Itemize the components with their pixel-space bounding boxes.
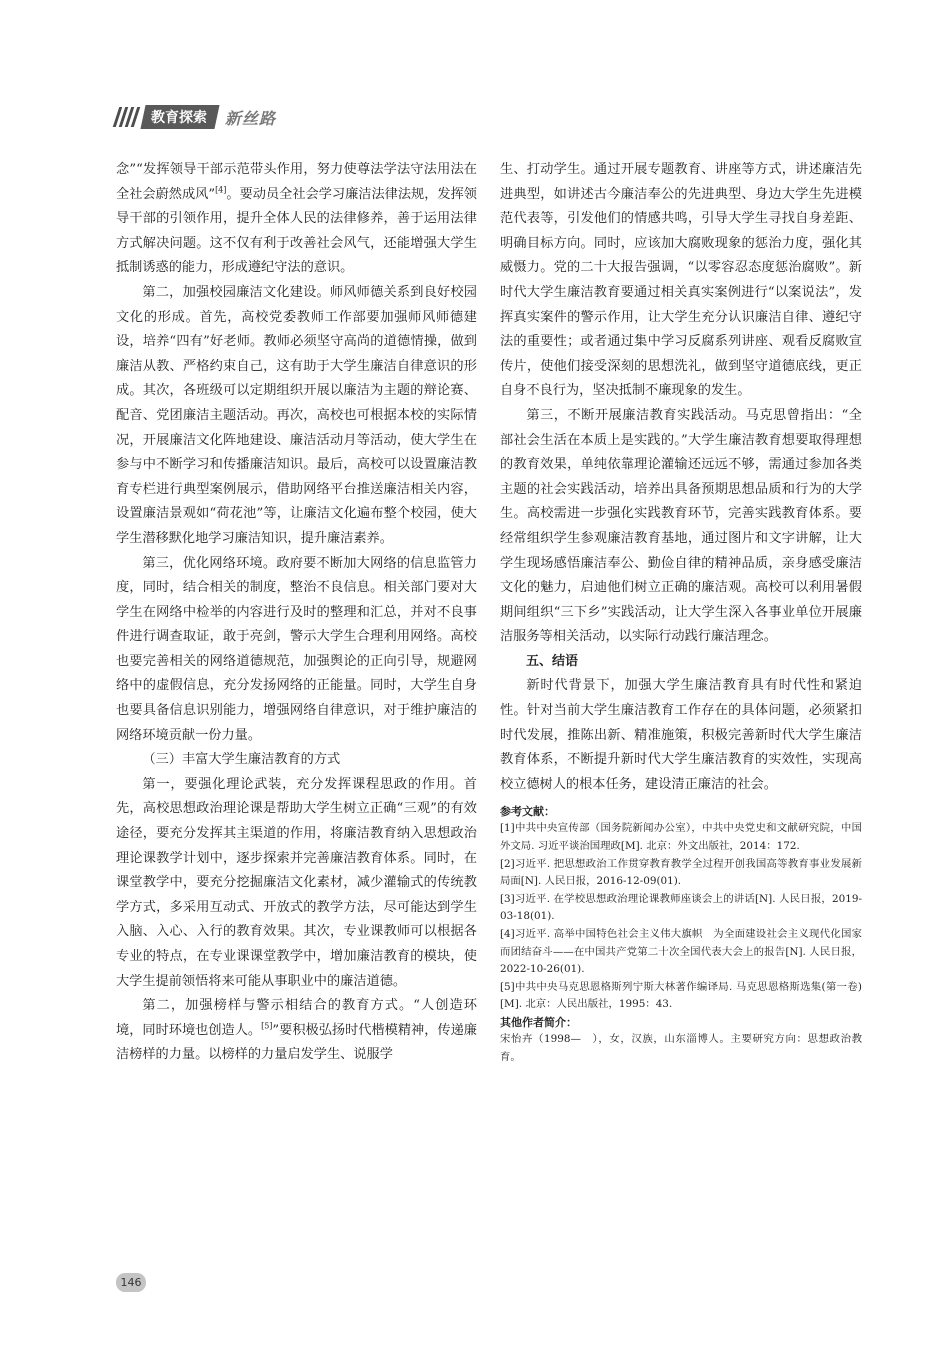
left-column (116, 158, 477, 1068)
reference-item: [3]习近平. 在学校思想政治理论课教师座谈会上的讲话[N]. 人民日报，2019-03-18(01). (500, 892, 862, 923)
author-bio: 宋怡卉（1998— ），女，汉族，山东淄博人。主要研究方向：思想政治教育。 (500, 1032, 862, 1063)
citation-marker: [4] (215, 185, 227, 195)
paragraph: 第二，加强榜样与警示相结合的教育方式。“人创造环境，同时环境也创造人。[5]”要积极弘扬时代楷模精神，传递廉洁榜样的力量。以榜样的力量启发学生、说服学 (116, 998, 477, 1063)
paragraph: 第三，优化网络环境。政府要不断加大网络的信息监管力度，同时，结合相关的制度，整治不良信息。相关部门要对大学生在网络中检举的内容进行及时的整理和汇总，并对不良事件进行调查取证，敢于亮剑，警示大学生合理利用网络。高校也要完善相关的网络道德规范，加强舆论的正向引导，规避网络中的虚假信息，充分发扬网络的正能量。同时，大学生自身也要具备信息识别能力，增强网络自律意识，对于维护廉洁的网络环境贡献一份力量。 (116, 555, 477, 743)
header-stripes (116, 107, 137, 127)
author-bio-title: 其他作者简介： (500, 1015, 577, 1029)
citation-marker: [5] (261, 1021, 273, 1031)
reference-item: [5]中共中央马克思恩格斯列宁斯大林著作编译局. 马克思恩格斯选集(第一卷)[M]. 北京：人民出版社，1995：43. (500, 980, 862, 1011)
section-heading: 五、结语 (526, 653, 579, 669)
paragraph: 第一，要强化理论武装，充分发挥课程思政的作用。首先，高校思想政治理论课是帮助大学生树立正确“三观”的有效途径，要充分发挥其主渠道的作用，将廉洁教育纳入思想政治理论课教学计划中，逐步探索并完善廉洁教育体系。同时，在课堂教学中，要充分挖掘廉洁文化素材，减少灌输式的传统教学方式，多采用互动式、开放式的教学方法，尽可能达到学生入脑、入心、入行的教育效果。其次，专业课教师可以根据各专业的特点，在专业课课堂教学中，增加廉洁教育的模块，使大学生提前领悟将来可能从事职业中的廉洁道德。 (116, 776, 477, 989)
reference-item: [2]习近平. 把思想政治工作贯穿教育教学全过程开创我国高等教育事业发展新局面[N]. 人民日报，2016-12-09(01). (500, 857, 862, 888)
right-column (500, 158, 862, 1066)
subsection-heading: （三）丰富大学生廉洁教育的方式 (142, 752, 341, 768)
paragraph: 念”“发挥领导干部示范带头作用，努力使尊法学法守法用法在全社会蔚然成风”[4]。要动员全社会学习廉洁法律法规，发挥领导干部的引领作用，提升全体人民的法律修养，善于运用法律方式解决问题。这不仅有利于改善社会风气，还能增强大学生抵制诱惑的能力，形成遵纪守法的意识。 (116, 162, 477, 276)
reference-item: [4]习近平. 高举中国特色社会主义伟大旗帜 为全面建设社会主义现代化国家而团结奋斗——在中国共产党第二十次全国代表大会上的报告[N]. 人民日报，2022-10-26(01). (500, 928, 862, 976)
journal-brand: 新丝路 (225, 108, 277, 128)
references-title: 参考文献： (500, 805, 555, 819)
paragraph: 第三，不断开展廉洁教育实践活动。马克思曾指出：“全部社会生活在本质上是实践的。”大学生廉洁教育想要取得理想的教育效果，单纯依靠理论灌输还远远不够，需通过参加各类主题的社会实践活动，培养出具备预期思想品质和行为的大学生。高校需进一步强化实践教育环节，完善实践教育体系。要经常组织学生参观廉洁教育基地，通过图片和文字讲解，让大学生现场感悟廉洁奉公、勤俭自律的精神品质，亲身感受廉洁文化的魅力，启迪他们树立正确的廉洁观。高校可以利用暑假期间组织“三下乡”实践活动，让大学生深入各事业单位开展廉洁服务等相关活动，以实际行动践行廉洁理念。 (500, 407, 862, 645)
page-number: 146 (116, 1273, 146, 1292)
running-header (116, 106, 276, 128)
paragraph: 生、打动学生。通过开展专题教育、讲座等方式，讲述廉洁先进典型，如讲述古今廉洁奉公的先进典型、身边大学生先进模范代表等，引发他们的情感共鸣，引导大学生寻找自身差距、明确目标方向。同时，应该加大腐败现象的惩治力度，强化其威慑力。党的二十大报告强调，“以零容忍态度惩治腐败”。新时代大学生廉洁教育要通过相关真实案例进行“以案说法”，发挥真实案件的警示作用，让大学生充分认识廉洁自律、遵纪守法的重要性；或者通过集中学习反腐系列讲座、观看反腐败宣传片，使他们接受深刻的思想洗礼，做到坚守道德底线，更正自身不良行为，坚决抵制不廉现象的发生。 (500, 162, 862, 399)
reference-item: [1]中共中央宣传部（国务院新闻办公室），中共中央党史和文献研究院，中国外文局. 习近平谈治国理政[M]. 北京：外文出版社，2014：172. (500, 822, 862, 853)
paragraph: 第二，加强校园廉洁文化建设。师风师德关系到良好校园文化的形成。首先，高校党委教师工作部要加强师风师德建设，培养“四有”好老师。教师必须坚守高尚的道德情操，做到廉洁从教、严格约束自己，这有助于大学生廉洁自律意识的形成。其次，各班级可以定期组织开展以廉洁为主题的辩论赛、配音、党团廉洁主题活动。再次，高校也可根据本校的实际情况，开展廉洁文化阵地建设、廉洁活动月等活动，使大学生在参与中不断学习和传播廉洁知识。最后，高校可以设置廉洁教育专栏进行典型案例展示，借助网络平台推送廉洁相关内容，设置廉洁景观如“荷花池”等，让廉洁文化遍布整个校园，使大学生潜移默化地学习廉洁知识，提升廉洁素养。 (116, 284, 477, 546)
paragraph: 新时代背景下，加强大学生廉洁教育具有时代性和紧迫性。针对当前大学生廉洁教育工作存在的具体问题，必须紧扣时代发展，推陈出新、精准施策，积极完善新时代大学生廉洁教育体系，不断提升新时代大学生廉洁教育的实效性，实现高校立德树人的根本任务，建设清正廉洁的社会。 (500, 678, 862, 792)
section-tag: 教育探索 (140, 105, 219, 129)
